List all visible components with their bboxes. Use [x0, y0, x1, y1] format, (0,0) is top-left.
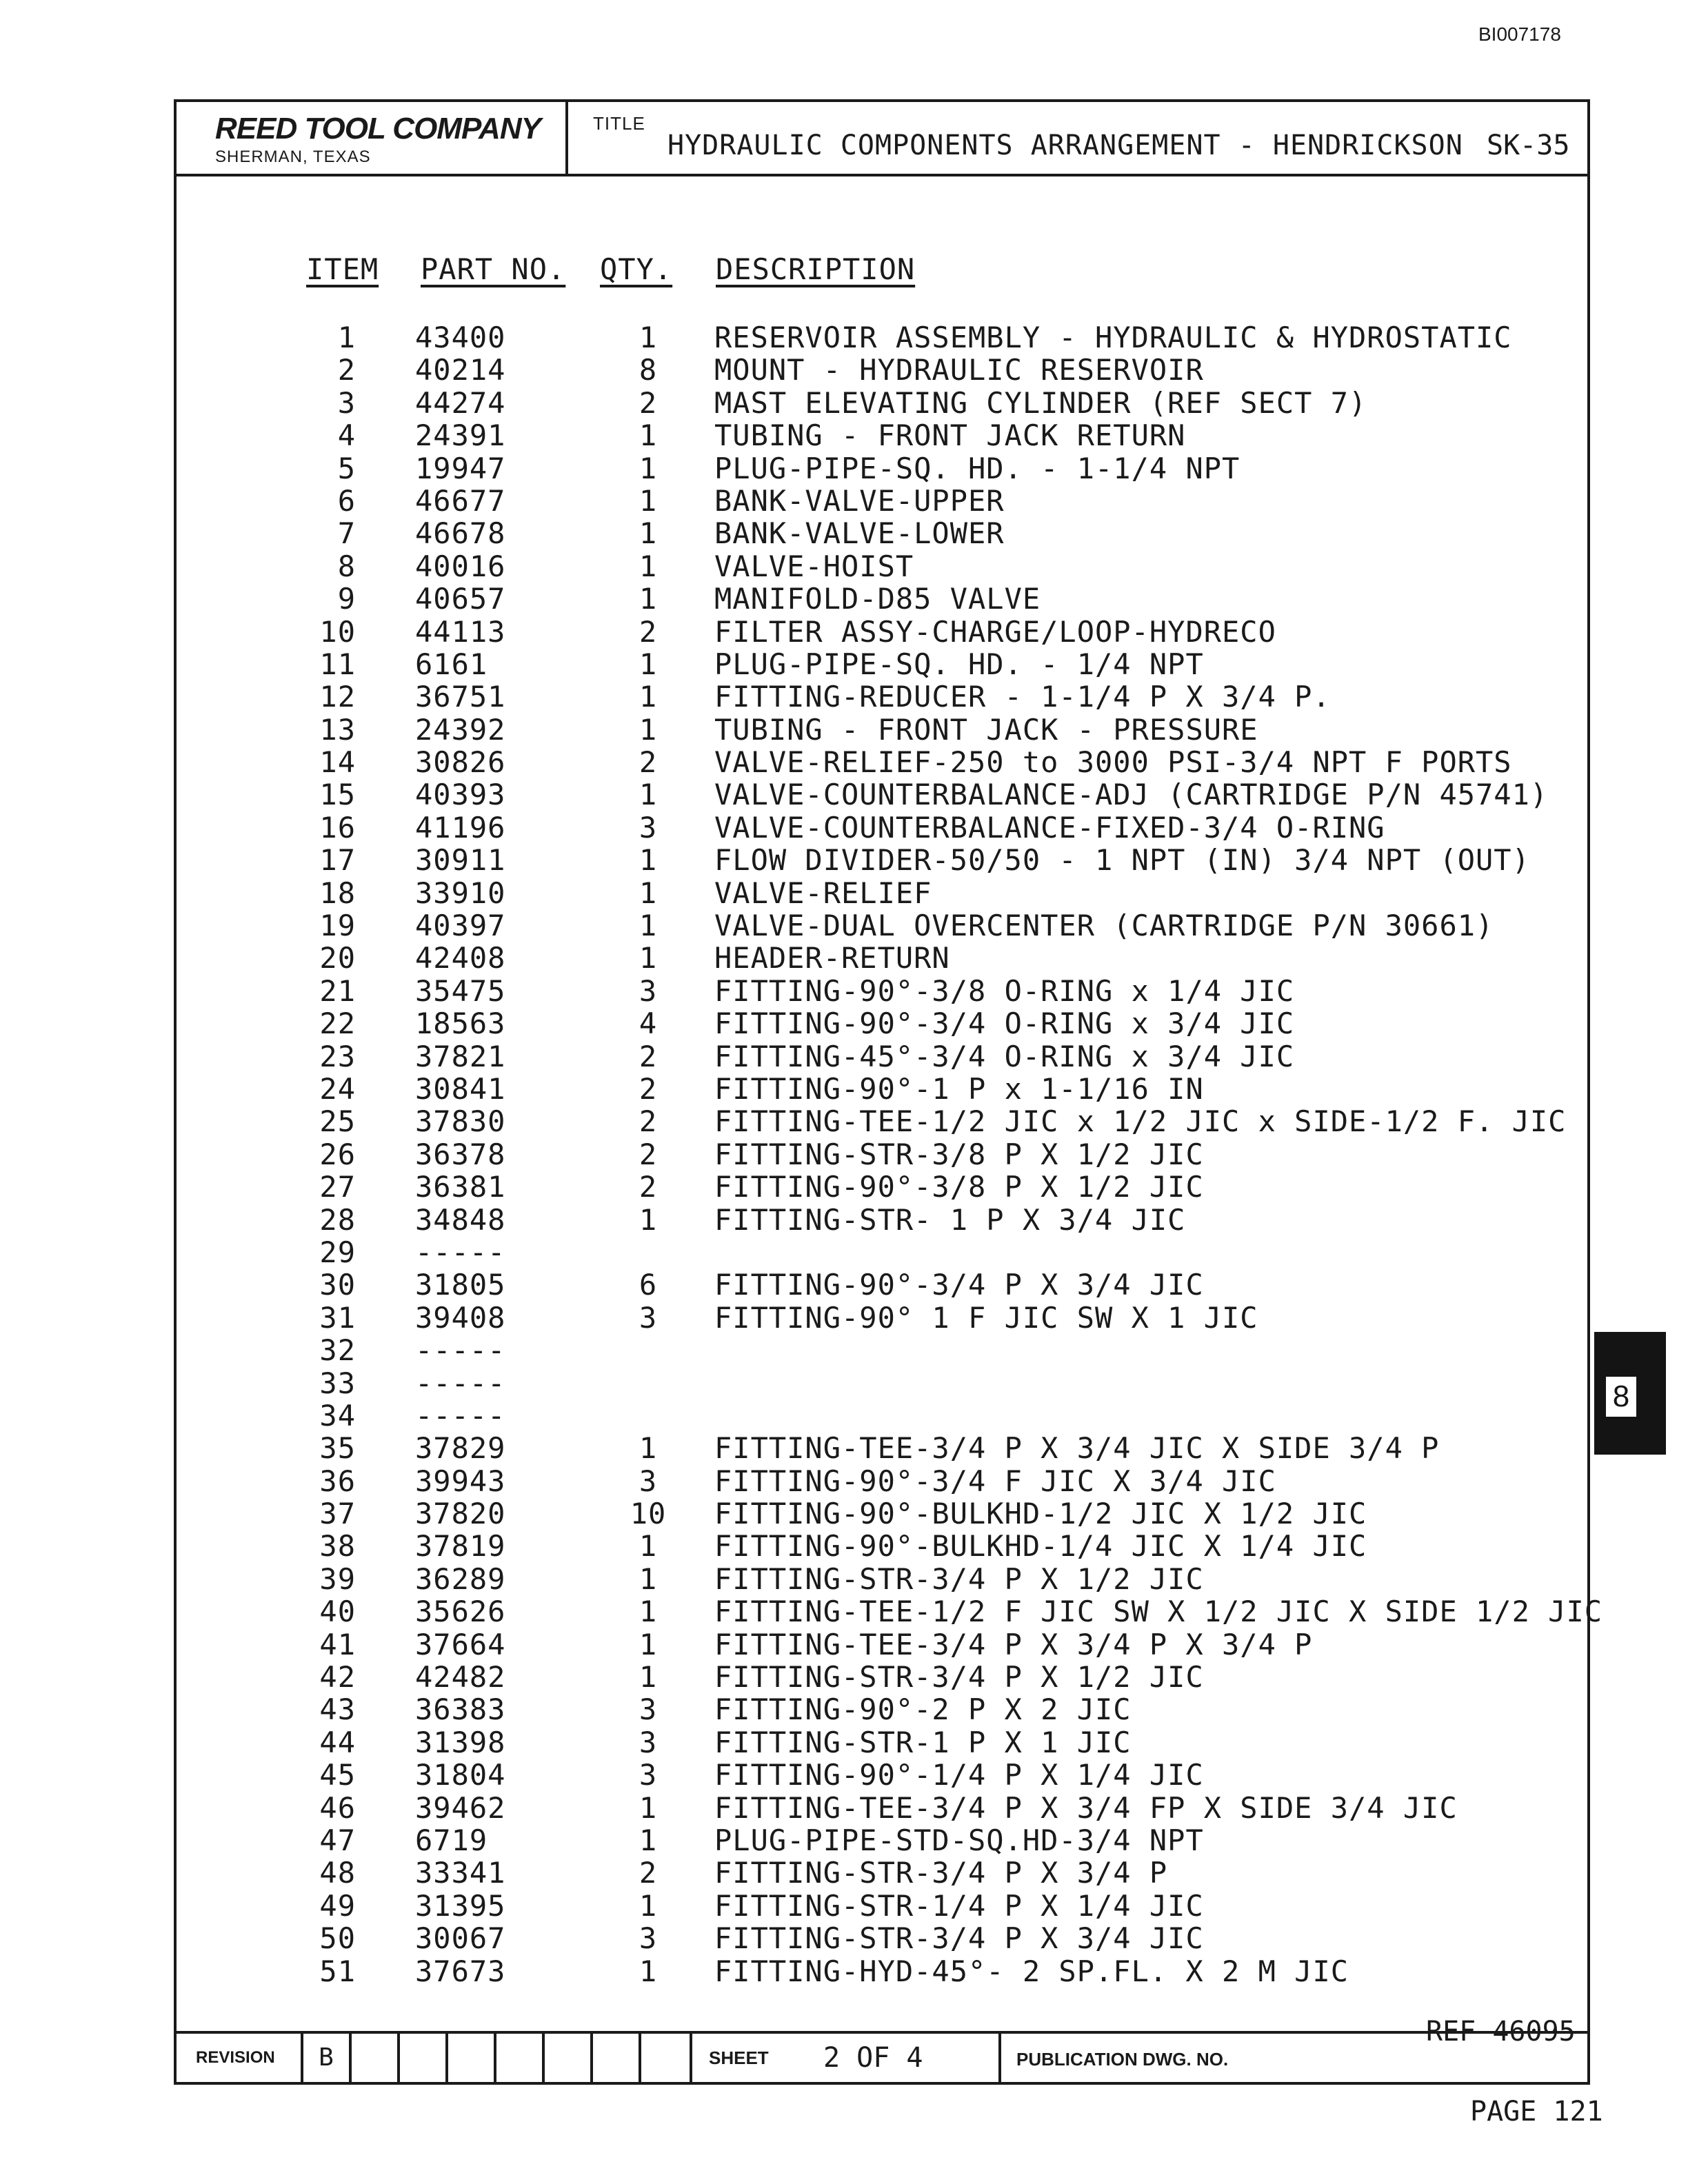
table-row: [177, 1302, 1587, 1334]
quantity: 1: [639, 1431, 658, 1466]
table-row: [177, 1824, 1587, 1857]
part-number: 30841: [415, 1071, 506, 1106]
part-number: 40397: [415, 909, 506, 943]
quantity: 3: [639, 1921, 658, 1956]
description: FITTING-TEE-1/2 JIC x 1/2 JIC x SIDE-1/2 F. JIC: [714, 1104, 1567, 1139]
description: FITTING-TEE-1/2 F JIC SW X 1/2 JIC X SIDE 1/2 JIC: [714, 1595, 1603, 1629]
table-row: [177, 1432, 1587, 1464]
part-number: 35475: [415, 973, 506, 1008]
item-number: 34: [319, 1398, 356, 1433]
description: FITTING-REDUCER - 1-1/4 P X 3/4 P.: [714, 680, 1331, 714]
quantity: 2: [639, 745, 658, 780]
table-row: [177, 387, 1587, 419]
table-row: [177, 321, 1587, 354]
item-number: 4: [337, 418, 356, 453]
item-number: 20: [319, 941, 356, 975]
item-number: 13: [319, 712, 356, 747]
quantity: 2: [639, 614, 658, 649]
item-number: 26: [319, 1137, 356, 1171]
item-number: 29: [319, 1235, 356, 1269]
item-number: 14: [319, 745, 356, 780]
description: VALVE-COUNTERBALANCE-FIXED-3/4 O-RING: [714, 810, 1385, 845]
description: FILTER ASSY-CHARGE/LOOP-HYDRECO: [714, 614, 1276, 649]
description: FITTING-90°-2 P X 2 JIC: [714, 1692, 1132, 1727]
part-number: -----: [415, 1333, 506, 1368]
part-number: 37819: [415, 1529, 506, 1564]
quantity: 1: [639, 1561, 658, 1596]
item-number: 22: [319, 1007, 356, 1041]
part-number: 33341: [415, 1856, 506, 1890]
table-row: [177, 1268, 1587, 1301]
table-row: [177, 1465, 1587, 1497]
quantity: 3: [639, 1725, 658, 1759]
part-number: 37820: [415, 1497, 506, 1531]
table-row: [177, 1040, 1587, 1073]
sheet-value: 2 OF 4: [823, 2042, 923, 2074]
footer-block: [177, 2031, 1587, 2082]
description: PLUG-PIPE-STD-SQ.HD-3/4 NPT: [714, 1823, 1204, 1857]
table-row: [177, 778, 1587, 811]
table-row: [177, 1105, 1587, 1138]
column-header-qty: QTY.: [600, 252, 673, 286]
part-number: 37664: [415, 1627, 506, 1661]
sheet-cell: [692, 2034, 1001, 2082]
revision-box: [593, 2034, 641, 2082]
description: TUBING - FRONT JACK - PRESSURE: [714, 712, 1258, 747]
quantity: 1: [639, 680, 658, 714]
quantity: 1: [639, 1954, 658, 1988]
item-number: 45: [319, 1758, 356, 1792]
table-row: [177, 1007, 1587, 1040]
column-header-part-no: PART NO.: [421, 252, 566, 286]
section-tab[interactable]: [1594, 1332, 1666, 1455]
table-row: [177, 909, 1587, 942]
description: FITTING-STR-3/4 P X 1/2 JIC: [714, 1561, 1204, 1596]
description: TUBING - FRONT JACK RETURN: [714, 418, 1186, 453]
description: FITTING-TEE-3/4 P X 3/4 FP X SIDE 3/4 JIC: [714, 1790, 1458, 1825]
table-row: [177, 1399, 1587, 1432]
quantity: 10: [630, 1497, 667, 1531]
description: FITTING-STR-3/4 P X 3/4 P: [714, 1856, 1168, 1890]
part-number: 37821: [415, 1039, 506, 1073]
part-number: 40016: [415, 549, 506, 583]
part-number: 40657: [415, 582, 506, 616]
part-number: 43400: [415, 321, 506, 354]
part-number: 40214: [415, 353, 506, 387]
item-number: 21: [319, 973, 356, 1008]
publication-cell: [1001, 2034, 1593, 2082]
description: FITTING-90°-3/8 O-RING x 1/4 JIC: [714, 973, 1295, 1008]
table-row: [177, 550, 1587, 583]
table-row: [177, 1857, 1587, 1889]
part-number: 46677: [415, 483, 506, 518]
sheet-label: SHEET: [709, 2048, 769, 2068]
company-block: [177, 102, 568, 174]
part-number: 36289: [415, 1561, 506, 1596]
item-number: 27: [319, 1170, 356, 1204]
quantity: 1: [639, 321, 658, 354]
quantity: 2: [639, 1170, 658, 1204]
item-number: 44: [319, 1725, 356, 1759]
table-row: [177, 1759, 1587, 1791]
description: RESERVOIR ASSEMBLY - HYDRAULIC & HYDROSTATIC: [714, 321, 1512, 354]
item-number: 36: [319, 1464, 356, 1498]
quantity: 1: [639, 1823, 658, 1857]
description: FITTING-90°-1/4 P X 1/4 JIC: [714, 1758, 1204, 1792]
item-number: 12: [319, 680, 356, 714]
description: VALVE-COUNTERBALANCE-ADJ (CARTRIDGE P/N 45741): [714, 778, 1549, 812]
item-number: 49: [319, 1888, 356, 1923]
part-number: 18563: [415, 1007, 506, 1041]
quantity: 1: [639, 843, 658, 878]
table-row: [177, 616, 1587, 648]
item-number: 16: [319, 810, 356, 845]
description: VALVE-DUAL OVERCENTER (CARTRIDGE P/N 30661): [714, 909, 1494, 943]
table-row: [177, 942, 1587, 974]
description: FITTING-90°-3/8 P X 1/2 JIC: [714, 1170, 1204, 1204]
item-number: 2: [337, 353, 356, 387]
table-row: [177, 844, 1587, 876]
description: VALVE-HOIST: [714, 549, 914, 583]
description: FITTING-STR-3/8 P X 1/2 JIC: [714, 1137, 1204, 1171]
table-row: [177, 1955, 1587, 1988]
item-number: 48: [319, 1856, 356, 1890]
description: MAST ELEVATING CYLINDER (REF SECT 7): [714, 385, 1367, 420]
quantity: 1: [639, 582, 658, 616]
part-number: 30826: [415, 745, 506, 780]
quantity: 1: [639, 1627, 658, 1661]
table-row: [177, 975, 1587, 1007]
quantity: 3: [639, 810, 658, 845]
description: VALVE-RELIEF: [714, 876, 932, 910]
quantity: 1: [639, 483, 658, 518]
part-number: 37673: [415, 1954, 506, 1988]
table-row: [177, 811, 1587, 844]
part-number: 41196: [415, 810, 506, 845]
item-number: 5: [337, 451, 356, 485]
column-header-item: ITEM: [306, 252, 379, 286]
revision-box: [545, 2034, 593, 2082]
table-row: [177, 1236, 1587, 1268]
revision-label: REVISION: [177, 2034, 303, 2082]
table-row: [177, 1171, 1587, 1203]
item-number: 47: [319, 1823, 356, 1857]
title-label: TITLE: [593, 113, 645, 134]
table-row: [177, 517, 1587, 549]
description: VALVE-RELIEF-250 to 3000 PSI-3/4 NPT F PORTS: [714, 745, 1512, 780]
item-number: 38: [319, 1529, 356, 1564]
item-number: 23: [319, 1039, 356, 1073]
item-number: 40: [319, 1595, 356, 1629]
table-row: [177, 1792, 1587, 1824]
page-number: PAGE 121: [1470, 2096, 1603, 2127]
part-number: 44113: [415, 614, 506, 649]
quantity: 1: [639, 941, 658, 975]
item-number: 51: [319, 1954, 356, 1988]
quantity: 3: [639, 1758, 658, 1792]
description: FITTING-STR-3/4 P X 1/2 JIC: [714, 1660, 1204, 1695]
table-row: [177, 1693, 1587, 1726]
part-number: 34848: [415, 1202, 506, 1237]
reference-number: REF 46095: [1426, 2016, 1576, 2048]
part-number: -----: [415, 1398, 506, 1433]
quantity: 8: [639, 353, 658, 387]
item-number: 39: [319, 1561, 356, 1596]
item-number: 6: [337, 483, 356, 518]
quantity: 1: [639, 1529, 658, 1564]
part-number: 33910: [415, 876, 506, 910]
quantity: 3: [639, 1464, 658, 1498]
item-number: 31: [319, 1300, 356, 1335]
part-number: 42408: [415, 941, 506, 975]
item-number: 17: [319, 843, 356, 878]
item-number: 42: [319, 1660, 356, 1695]
section-tab-number: 8: [1604, 1375, 1638, 1419]
description: FITTING-STR- 1 P X 3/4 JIC: [714, 1202, 1186, 1237]
column-header-description: DESCRIPTION: [716, 252, 916, 286]
item-number: 19: [319, 909, 356, 943]
quantity: 2: [639, 1856, 658, 1890]
item-number: 28: [319, 1202, 356, 1237]
table-row: [177, 354, 1587, 386]
part-number: 36383: [415, 1692, 506, 1727]
table-row: [177, 648, 1587, 680]
description: FITTING-90°-1 P x 1-1/16 IN: [714, 1071, 1204, 1106]
item-number: 43: [319, 1692, 356, 1727]
drawing-title: HYDRAULIC COMPONENTS ARRANGEMENT - HENDRICKSON: [667, 130, 1463, 161]
revision-box: [641, 2034, 692, 2082]
part-number: 40393: [415, 778, 506, 812]
quantity: 2: [639, 1104, 658, 1139]
quantity: 1: [639, 1790, 658, 1825]
quantity: 1: [639, 418, 658, 453]
description: BANK-VALVE-LOWER: [714, 516, 1005, 551]
quantity: 2: [639, 385, 658, 420]
description: FITTING-STR-1/4 P X 1/4 JIC: [714, 1888, 1204, 1923]
description: MANIFOLD-D85 VALVE: [714, 582, 1041, 616]
part-number: 31398: [415, 1725, 506, 1759]
item-number: 18: [319, 876, 356, 910]
table-row: [177, 746, 1587, 778]
description: FITTING-STR-1 P X 1 JIC: [714, 1725, 1132, 1759]
item-number: 32: [319, 1333, 356, 1368]
table-row: [177, 485, 1587, 517]
table-row: [177, 452, 1587, 485]
description: FITTING-TEE-3/4 P X 3/4 P X 3/4 P: [714, 1627, 1313, 1661]
quantity: 4: [639, 1007, 658, 1041]
table-row: [177, 714, 1587, 746]
table-row: [177, 1595, 1603, 1629]
part-number: 42482: [415, 1660, 506, 1695]
document-id: BI007178: [1478, 23, 1561, 45]
description: FITTING-90°-3/4 O-RING x 3/4 JIC: [714, 1007, 1295, 1041]
table-row: [177, 1334, 1587, 1366]
description: FITTING-90°-3/4 P X 3/4 JIC: [714, 1268, 1204, 1302]
part-number: 35626: [415, 1595, 506, 1629]
item-number: 11: [319, 647, 356, 681]
item-number: 24: [319, 1071, 356, 1106]
table-row: [177, 583, 1587, 615]
quantity: 6: [639, 1268, 658, 1302]
part-number: 46678: [415, 516, 506, 551]
part-number: 44274: [415, 385, 506, 420]
quantity: 1: [639, 778, 658, 812]
part-number: 19947: [415, 451, 506, 485]
description: MOUNT - HYDRAULIC RESERVOIR: [714, 353, 1204, 387]
part-number: 39943: [415, 1464, 506, 1498]
item-number: 1: [337, 321, 356, 354]
table-row: [177, 680, 1587, 713]
quantity: 1: [639, 1202, 658, 1237]
item-number: 46: [319, 1790, 356, 1825]
part-number: 31395: [415, 1888, 506, 1923]
description: FITTING-HYD-45°- 2 SP.FL. X 2 M JIC: [714, 1954, 1349, 1988]
quantity: 1: [639, 516, 658, 551]
part-number: 6161: [415, 647, 488, 681]
quantity: 3: [639, 1692, 658, 1727]
table-row: [177, 419, 1587, 452]
description: FITTING-90°-BULKHD-1/4 JIC X 1/4 JIC: [714, 1529, 1367, 1564]
revision-box: [400, 2034, 448, 2082]
table-row: [177, 1563, 1587, 1595]
description: PLUG-PIPE-SQ. HD. - 1-1/4 NPT: [714, 451, 1240, 485]
quantity: 1: [639, 549, 658, 583]
table-row: [177, 1497, 1587, 1530]
table-row: [177, 1530, 1587, 1562]
quantity: 2: [639, 1137, 658, 1171]
table-row: [177, 1726, 1587, 1759]
quantity: 1: [639, 1660, 658, 1695]
description: FITTING-45°-3/4 O-RING x 3/4 JIC: [714, 1039, 1295, 1073]
item-number: 15: [319, 778, 356, 812]
part-number: -----: [415, 1235, 506, 1269]
company-name: REED TOOL COMPANY: [215, 112, 541, 145]
description: FITTING-TEE-3/4 P X 3/4 JIC X SIDE 3/4 P: [714, 1431, 1440, 1466]
description: FITTING-STR-3/4 P X 3/4 JIC: [714, 1921, 1204, 1956]
item-number: 9: [337, 582, 356, 616]
part-number: 39462: [415, 1790, 506, 1825]
item-number: 35: [319, 1431, 356, 1466]
item-number: 8: [337, 549, 356, 583]
quantity: 1: [639, 909, 658, 943]
sketch-number: SK-35: [1487, 130, 1570, 161]
table-row: [177, 1661, 1587, 1693]
part-number: 30067: [415, 1921, 506, 1956]
part-number: 6719: [415, 1823, 488, 1857]
quantity: 1: [639, 876, 658, 910]
table-row: [177, 1204, 1587, 1236]
part-number: 37829: [415, 1431, 506, 1466]
table-row: [177, 1138, 1587, 1171]
table-row: [177, 1922, 1587, 1954]
quantity: 3: [639, 1300, 658, 1335]
quantity: 1: [639, 1595, 658, 1629]
item-number: 3: [337, 385, 356, 420]
title-block: [177, 102, 1587, 176]
table-row: [177, 1890, 1587, 1922]
table-row: [177, 1367, 1587, 1399]
description: FLOW DIVIDER-50/50 - 1 NPT (IN) 3/4 NPT (OUT): [714, 843, 1530, 878]
item-number: 10: [319, 614, 356, 649]
part-number: 31804: [415, 1758, 506, 1792]
item-number: 33: [319, 1366, 356, 1400]
item-number: 30: [319, 1268, 356, 1302]
revision-box: [496, 2034, 545, 2082]
table-row: [177, 877, 1587, 909]
item-number: 7: [337, 516, 356, 551]
revision-box: B: [303, 2034, 352, 2082]
table-row: [177, 1628, 1587, 1661]
quantity: 1: [639, 712, 658, 747]
part-number: 36751: [415, 680, 506, 714]
quantity: 2: [639, 1039, 658, 1073]
revision-box: [448, 2034, 496, 2082]
part-number: 31805: [415, 1268, 506, 1302]
company-location: SHERMAN, TEXAS: [215, 148, 371, 166]
part-number: 39408: [415, 1300, 506, 1335]
description: FITTING-90°-3/4 F JIC X 3/4 JIC: [714, 1464, 1276, 1498]
item-number: 37: [319, 1497, 356, 1531]
description: FITTING-90°-BULKHD-1/2 JIC X 1/2 JIC: [714, 1497, 1367, 1531]
description: HEADER-RETURN: [714, 941, 950, 975]
quantity: 1: [639, 647, 658, 681]
part-number: 36378: [415, 1137, 506, 1171]
revision-box: [352, 2034, 400, 2082]
part-number: 30911: [415, 843, 506, 878]
part-number: 36381: [415, 1170, 506, 1204]
quantity: 1: [639, 1888, 658, 1923]
part-number: 24391: [415, 418, 506, 453]
part-number: -----: [415, 1366, 506, 1400]
drawing-frame: [174, 99, 1603, 2085]
table-row: [177, 1073, 1587, 1105]
item-number: 50: [319, 1921, 356, 1956]
description: PLUG-PIPE-SQ. HD. - 1/4 NPT: [714, 647, 1204, 681]
description: BANK-VALVE-UPPER: [714, 483, 1005, 518]
item-number: 25: [319, 1104, 356, 1139]
part-number: 37830: [415, 1104, 506, 1139]
item-number: 41: [319, 1627, 356, 1661]
parts-table: [177, 321, 1603, 1988]
publication-label: PUBLICATION DWG. NO.: [1016, 2049, 1229, 2070]
description: FITTING-90° 1 F JIC SW X 1 JIC: [714, 1300, 1258, 1335]
quantity: 3: [639, 973, 658, 1008]
quantity: 1: [639, 451, 658, 485]
part-number: 24392: [415, 712, 506, 747]
quantity: 2: [639, 1071, 658, 1106]
